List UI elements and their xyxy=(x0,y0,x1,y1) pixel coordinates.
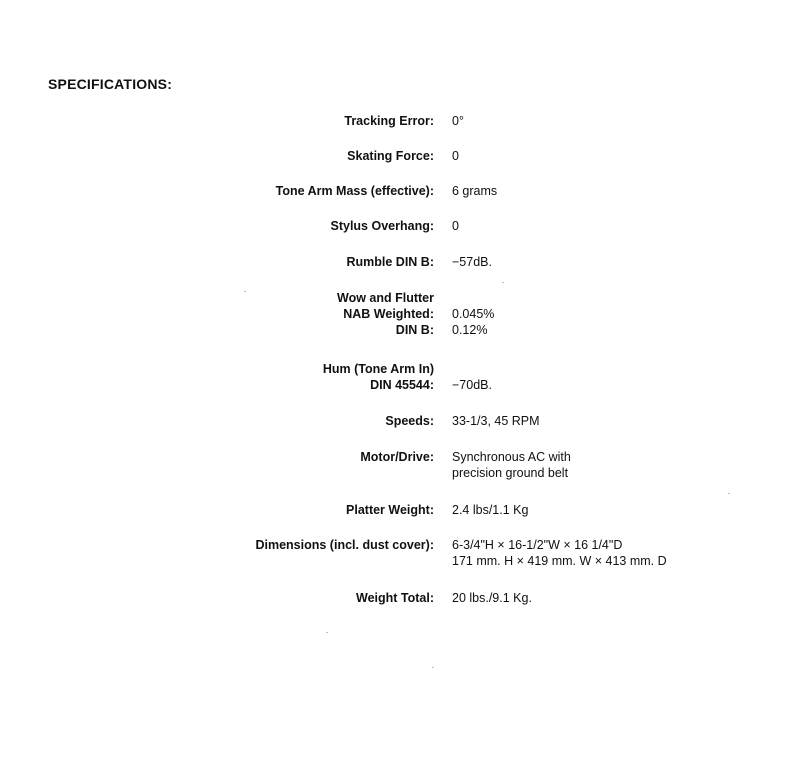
spec-label-heading: Wow and Flutter xyxy=(337,291,434,305)
spec-label xyxy=(337,290,434,338)
spec-value: −70dB. xyxy=(452,378,492,392)
spec-value: 2.4 lbs/1.1 Kg xyxy=(452,503,529,517)
spec-sublabel: DIN 45544: xyxy=(370,378,434,392)
spec-label: Rumble DIN B: xyxy=(346,255,434,269)
spec-label: Tracking Error: xyxy=(344,114,434,128)
scan-speck xyxy=(326,632,328,633)
spec-label: Dimensions (incl. dust cover): xyxy=(255,538,434,552)
spec-sublabel: DIN B: xyxy=(395,323,434,337)
spec-value: 0° xyxy=(452,114,464,128)
spec-label-heading: Hum (Tone Arm In) xyxy=(322,362,434,376)
spec-label: Platter Weight: xyxy=(346,503,434,517)
spec-value xyxy=(452,537,667,569)
spec-value: 33-1/3, 45 RPM xyxy=(452,414,540,428)
spec-label: Speeds: xyxy=(385,414,434,428)
spec-value xyxy=(452,306,494,338)
spec-label: Weight Total: xyxy=(356,591,434,605)
spec-value-line: Synchronous AC with xyxy=(452,450,571,464)
spec-label: Skating Force: xyxy=(347,149,434,163)
scan-speck xyxy=(502,282,504,283)
spec-value-line: 0.045% xyxy=(452,307,495,321)
spec-value-line: 171 mm. H × 419 mm. W × 413 mm. D xyxy=(452,554,667,568)
spec-value-line: precision ground belt xyxy=(452,466,569,480)
spec-value-line: 6-3/4"H × 16-1/2"W × 16 1/4"D xyxy=(452,538,623,552)
page-title: SPECIFICATIONS: xyxy=(48,76,173,92)
spec-value xyxy=(452,449,571,481)
scan-speck xyxy=(728,493,730,494)
scan-speck xyxy=(432,667,434,668)
spec-label: Stylus Overhang: xyxy=(330,219,434,233)
spec-sublabel: NAB Weighted: xyxy=(343,307,434,321)
spec-value-line: 0.12% xyxy=(452,323,488,337)
spec-value: 6 grams xyxy=(452,184,498,198)
spec-label xyxy=(323,361,434,393)
scan-speck xyxy=(244,291,246,292)
spec-value: −57dB. xyxy=(452,255,492,269)
spec-value: 0 xyxy=(452,219,459,233)
spec-value: 20 lbs./9.1 Kg. xyxy=(452,591,532,605)
spec-label: Motor/Drive: xyxy=(360,450,434,464)
spec-value: 0 xyxy=(452,149,459,163)
spec-label: Tone Arm Mass (effective): xyxy=(275,184,434,198)
